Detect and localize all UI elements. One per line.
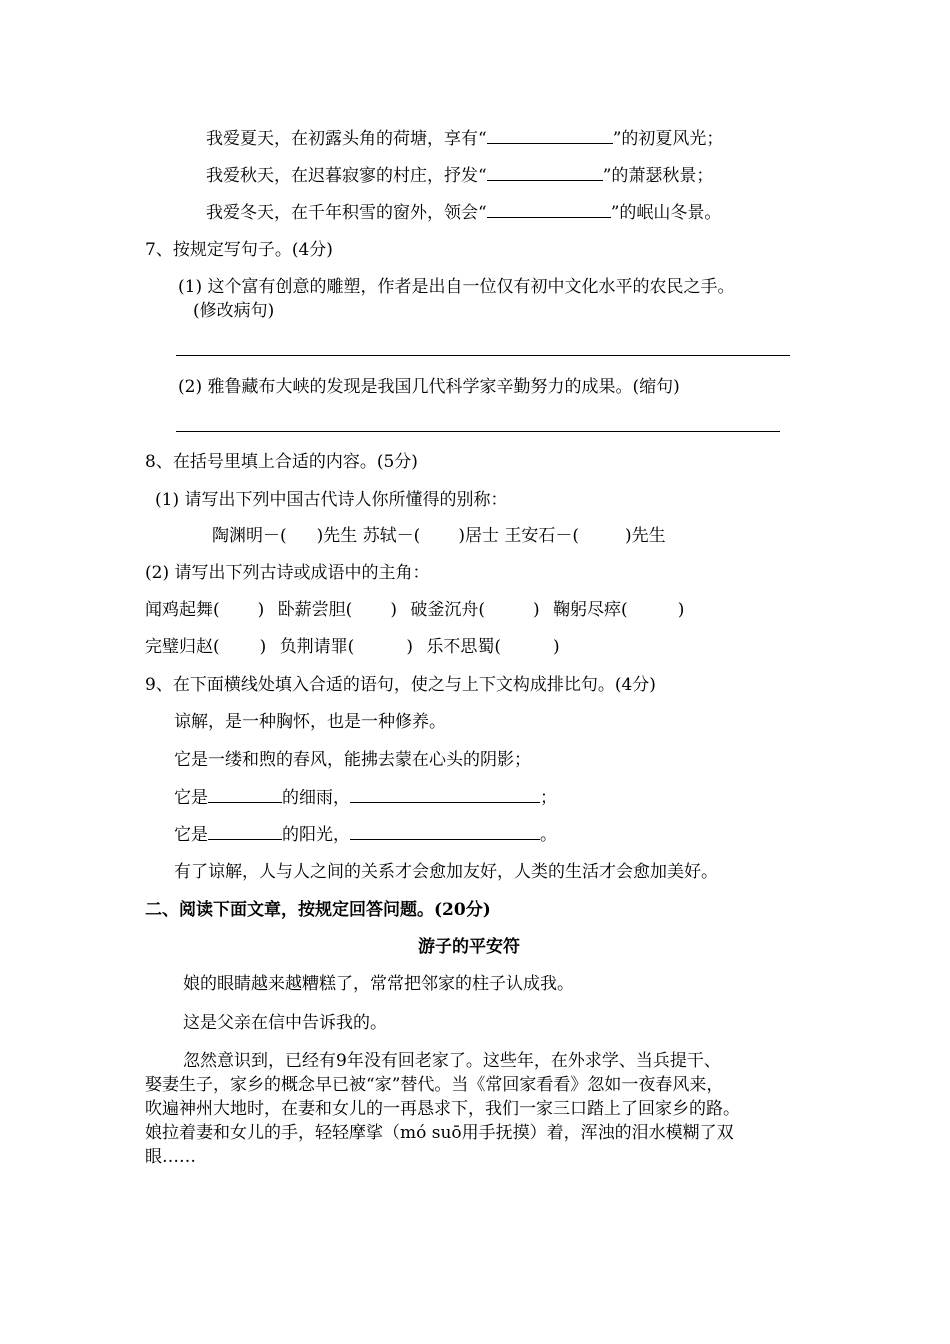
q6-autumn-after: ”的萧瑟秋景； bbox=[602, 166, 714, 186]
q9-line4-blank1[interactable] bbox=[208, 823, 282, 840]
idiom-close: ) bbox=[390, 600, 397, 620]
q6-summer-after: ”的初夏风光； bbox=[612, 129, 724, 149]
q9-line3-middle: 的细雨， bbox=[282, 788, 350, 808]
q7-item1-line1: (1) 这个富有创意的雕塑，作者是出自一位仅有初中文化水平的农民之手。 bbox=[178, 277, 735, 297]
q6-summer-before: 我爱夏天，在初露头角的荷塘，享有“ bbox=[206, 129, 487, 149]
q9-title: 9、在下面横线处填入合适的语句，使之与上下文构成排比句。(4分) bbox=[145, 675, 656, 695]
q8-sub1: (1) 请写出下列中国古代诗人你所懂得的别称： bbox=[155, 490, 508, 510]
q7-answer-line-1[interactable] bbox=[176, 355, 790, 356]
poet-suffix: )居士 bbox=[458, 526, 499, 546]
article-p3-line: 忽然意识到，已经有9年没有回老家了。这些年，在外求学、当兵提干、 bbox=[183, 1051, 721, 1071]
q9-line4 bbox=[174, 823, 557, 846]
q9-line1: 谅解，是一种胸怀，也是一种修养。 bbox=[174, 712, 446, 732]
q6-summer-blank[interactable] bbox=[487, 127, 613, 144]
q7-title: 7、按规定写句子。(4分) bbox=[145, 240, 333, 260]
q8-sub2: (2) 请写出下列古诗或成语中的主角： bbox=[145, 563, 430, 583]
idiom-close: ) bbox=[677, 600, 685, 620]
q9-line3-end: ； bbox=[540, 788, 557, 808]
q8-poets-row bbox=[212, 525, 666, 547]
poet-suffix: )先生 bbox=[625, 526, 666, 546]
poet-suffix: )先生 bbox=[316, 526, 358, 546]
idiom: 乐不思蜀( bbox=[426, 637, 502, 657]
q7-answer-line-2[interactable] bbox=[176, 431, 780, 432]
q9-line3-blank2[interactable] bbox=[350, 786, 540, 803]
idiom: 负荆请罪( bbox=[279, 637, 355, 657]
idiom: 闻鸡起舞( bbox=[145, 600, 220, 620]
article-p3-line: 眼…… bbox=[145, 1147, 196, 1167]
idiom-close: ) bbox=[533, 600, 540, 620]
section2-title: 二、阅读下面文章，按规定回答问题。(20分) bbox=[145, 900, 491, 920]
q8-idioms-row1 bbox=[145, 599, 684, 621]
q9-line4-blank2[interactable] bbox=[350, 823, 540, 840]
q9-line3-start: 它是 bbox=[174, 788, 208, 808]
q7-item2: (2) 雅鲁藏布大峡的发现是我国几代科学家辛勤努力的成果。(缩句) bbox=[178, 377, 680, 397]
q6-winter-blank[interactable] bbox=[487, 201, 611, 218]
article-p1: 娘的眼睛越来越糟糕了，常常把邻家的柱子认成我。 bbox=[183, 974, 574, 994]
article-title: 游子的平安符 bbox=[418, 937, 520, 957]
q7-item1-line2: (修改病句) bbox=[193, 301, 275, 321]
q6-autumn-line bbox=[206, 164, 713, 187]
q9-line2: 它是一缕和煦的春风，能拂去蒙在心头的阴影； bbox=[174, 750, 531, 770]
q6-autumn-before: 我爱秋天，在迟暮寂寥的村庄，抒发“ bbox=[206, 166, 487, 186]
q9-line5: 有了谅解，人与人之间的关系才会愈加友好，人类的生活才会愈加美好。 bbox=[174, 862, 718, 882]
q6-autumn-blank[interactable] bbox=[487, 164, 603, 181]
idiom: 鞠躬尽瘁( bbox=[553, 600, 628, 620]
q9-line4-start: 它是 bbox=[174, 825, 208, 845]
article-p3-line: 娘拉着妻和女儿的手，轻轻摩挲（mó suō用手抚摸）着，浑浊的泪水模糊了双 bbox=[145, 1123, 734, 1143]
idiom: 破釜沉舟( bbox=[410, 600, 486, 620]
poet-name: 苏轼－( bbox=[362, 526, 421, 546]
q9-line4-end: 。 bbox=[540, 825, 557, 845]
idiom-close: ) bbox=[257, 600, 265, 620]
q6-summer-line bbox=[206, 127, 723, 150]
q9-line3 bbox=[174, 786, 557, 809]
q8-title: 8、在括号里填上合适的内容。(5分) bbox=[145, 452, 418, 472]
article-p3-line: 吹遍神州大地时，在妻和女儿的一再恳求下，我们一家三口踏上了回家乡的路。 bbox=[145, 1099, 740, 1119]
article-p3 bbox=[145, 1049, 845, 1169]
poet-name: 陶渊明－( bbox=[212, 526, 287, 546]
q6-winter-line bbox=[206, 201, 721, 224]
q8-idioms-row2 bbox=[145, 636, 560, 658]
q6-winter-after: ”的岷山冬景。 bbox=[610, 203, 722, 223]
article-p3-line: 娶妻生子，家乡的概念早已被“家”替代。当《常回家看看》忽如一夜春风来， bbox=[145, 1075, 724, 1095]
idiom: 完璧归赵( bbox=[145, 637, 220, 657]
article-p2: 这是父亲在信中告诉我的。 bbox=[183, 1013, 387, 1033]
idiom-close: ) bbox=[406, 637, 413, 657]
q9-line3-blank1[interactable] bbox=[208, 786, 282, 803]
poet-name: 王安石－( bbox=[504, 526, 580, 546]
q6-winter-before: 我爱冬天，在千年积雪的窗外，领会“ bbox=[206, 203, 487, 223]
idiom: 卧薪尝胆( bbox=[277, 600, 353, 620]
idiom-close: ) bbox=[553, 637, 560, 657]
idiom-close: ) bbox=[259, 637, 267, 657]
q9-line4-middle: 的阳光， bbox=[282, 825, 350, 845]
